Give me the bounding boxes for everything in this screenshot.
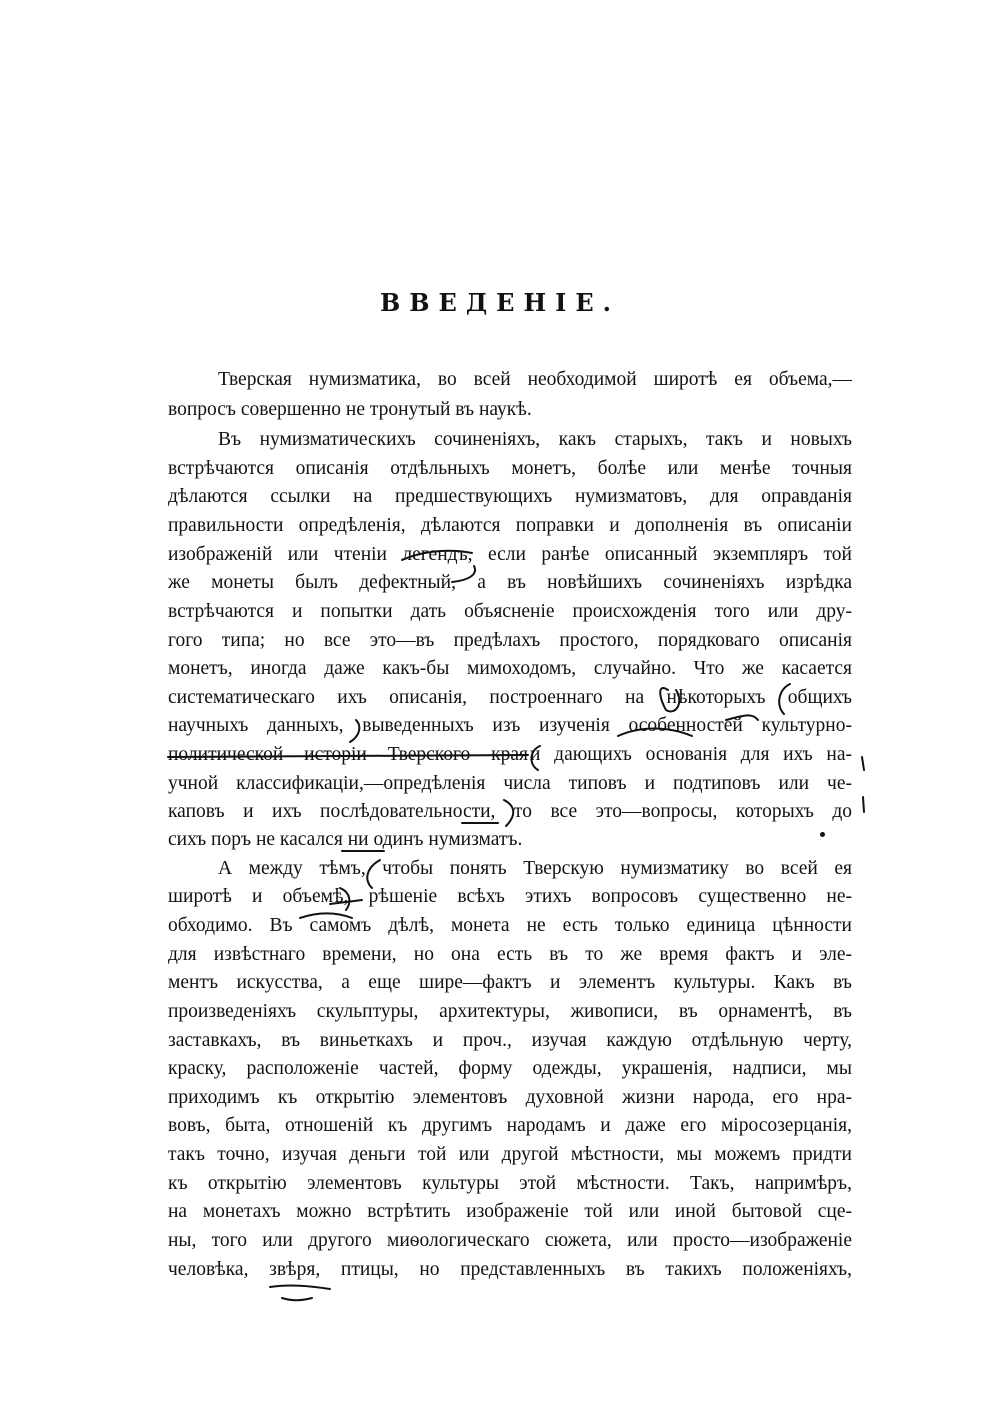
text-line: монетъ, иногда даже какъ-бы мимоходомъ, случайно. Что же касается — [168, 658, 852, 679]
text-line: правильности опредѣленія, дѣлаются поправки и дополненія въ описаніи — [168, 515, 852, 536]
text-line: вовъ, быта, отношеній къ другимъ народамъ и даже его міросозерцанія, — [168, 1115, 852, 1136]
text-line: встрѣчаются описанія отдѣльныхъ монетъ, болѣе или менѣе точныя — [168, 458, 852, 479]
text-line: дѣлаются ссылки на предшествующихъ нумизматовъ, для оправданія — [168, 486, 852, 507]
text-line: для извѣстнаго времени, но она есть въ то же время фактъ и эле- — [168, 944, 852, 965]
text-line: обходимо. Въ самомъ дѣлѣ, монета не есть только единица цѣнности — [168, 915, 852, 936]
underline-mark — [282, 1298, 312, 1300]
text-line: каповъ и ихъ послѣдовательности, то все это—вопросы, которыхъ до — [168, 801, 852, 822]
text-line: и дающихъ основанія для ихъ на- — [530, 744, 852, 765]
text-line: краску, расположеніе частей, форму одежды, украшенія, надписи, мы — [168, 1058, 852, 1079]
text-line: учной классификаціи,—опредѣленія числа типовъ и подтиповъ или че- — [168, 773, 852, 794]
text-line: вопросъ совершенно не тронутый въ наукѣ. — [168, 399, 532, 420]
text-line: изображеній или чтеніи легендъ, если ранѣе описанный экземпляръ той — [168, 544, 852, 565]
text-line: А между тѣмъ, чтобы понять Тверскую нумизматику во всей ея — [218, 858, 852, 879]
text-line: гого типа; но все это—въ предѣлахъ простого, порядковаго описанія — [168, 630, 852, 651]
text-line: Въ нумизматическихъ сочиненіяхъ, какъ старыхъ, такъ и новыхъ — [218, 429, 852, 450]
text-line: сихъ поръ не касался ни одинъ нумизматъ. — [168, 829, 523, 850]
text-line: систематическаго ихъ описанія, построеннаго на нѣкоторыхъ общихъ — [168, 687, 852, 708]
text-line: человѣка, звѣря, птицы, но представленныхъ въ такихъ положеніяхъ, — [168, 1259, 852, 1280]
text-line: на монетахъ можно встрѣтить изображеніе той или иной бытовой сце- — [168, 1201, 852, 1222]
text-line: къ открытію элементовъ культуры этой мѣстности. Такъ, напримѣръ, — [168, 1173, 852, 1194]
text-line: встрѣчаются и попытки дать объясненіе происхожденія того или дру- — [168, 601, 852, 622]
text-line: же монеты былъ дефектный, а въ новѣйшихъ сочиненіяхъ изрѣдка — [168, 572, 852, 593]
text-line: такъ точно, изучая деньги той или другой мѣстности, мы можемъ придти — [168, 1144, 852, 1165]
underline-mark — [270, 1286, 330, 1289]
margin-tick — [863, 797, 864, 812]
text-line: заставкахъ, въ виньеткахъ и проч., изучая каждую отдѣльную черту, — [168, 1030, 852, 1051]
struck-text: политической исторіи Тверского края — [168, 744, 528, 765]
ink-dot — [820, 832, 825, 837]
text-line: широтѣ и объемѣ, рѣшеніе всѣхъ этихъ вопросовъ существенно не- — [168, 886, 852, 907]
page-title: ВВЕДЕНІЕ. — [379, 288, 621, 317]
text-line: приходимъ къ открытію элементовъ духовной жизни народа, его нра- — [168, 1087, 852, 1108]
text-line: Тверская нумизматика, во всей необходимой широтѣ ея объема,— — [218, 369, 852, 390]
text-line: ментъ искусства, а еще шире—фактъ и элементъ культуры. Какъ въ — [168, 972, 852, 993]
text-line: произведеніяхъ скульптуры, архитектуры, живописи, въ орнаментѣ, въ — [168, 1001, 852, 1022]
text-line: ны, того или другого миѳологическаго сюжета, или просто—изображеніе — [168, 1230, 852, 1251]
margin-tick — [862, 757, 864, 770]
text-line: научныхъ данныхъ, выведенныхъ изъ изученія особенностей культурно- — [168, 715, 852, 736]
